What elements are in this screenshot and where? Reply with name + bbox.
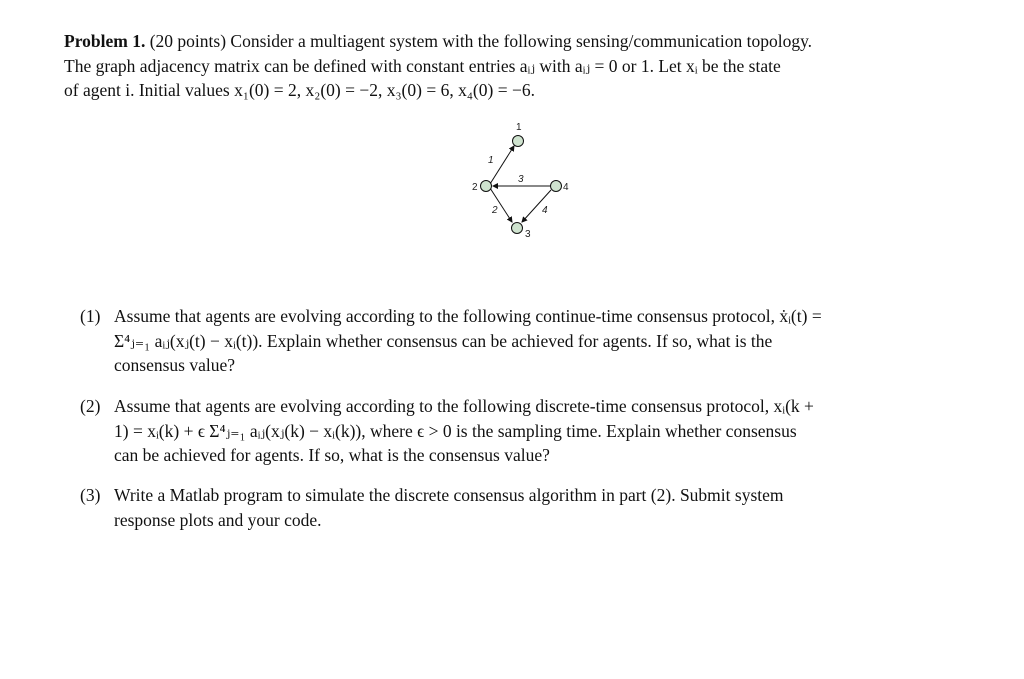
edge-label-4: 4 [542, 205, 548, 216]
question-number: (1) [80, 306, 101, 326]
node-label-1: 1 [516, 122, 522, 133]
problem-line-3: of agent i. Initial values x₁(0) = 2, x₂(0) = −2, x₃(0) = 6, x₄(0) = −6. [64, 80, 535, 100]
problem-line-1 [64, 29, 974, 54]
problem-intro: (20 points) Consider a multiagent system with the following sensing/communication topology. [149, 31, 813, 51]
question-line: 1) = xᵢ(k) + ϵ Σ⁴ⱼ₌₁ aᵢⱼ(xⱼ(k) − xᵢ(k)), where ϵ > 0 is the sampling time. Explain whether consensus [114, 420, 797, 441]
question-line: Write a Matlab program to simulate the discrete consensus algorithm in part (2). Submit system [114, 485, 784, 505]
question-number: (3) [80, 485, 101, 505]
node-3 [512, 223, 523, 234]
node-4 [551, 181, 562, 192]
question-line: Assume that agents are evolving according to the following continue-time consensus protocol, ẋᵢ(t) = [114, 306, 822, 326]
node-label-3: 3 [525, 229, 531, 240]
node-2 [481, 181, 492, 192]
question-line: consensus value? [114, 355, 236, 375]
edge-label-2: 2 [492, 205, 498, 216]
problem-heading: Problem 1. [64, 31, 146, 51]
problem-line-2: The graph adjacency matrix can be defined with constant entries aᵢⱼ with aᵢⱼ = 0 or 1. Let xᵢ be the state [64, 55, 781, 76]
edge-label-1: 1 [488, 155, 494, 166]
question-line: Σ⁴ⱼ₌₁ aᵢⱼ(xⱼ(t) − xᵢ(t)). Explain whether consensus can be achieved for agents. If so, what is the [114, 330, 773, 351]
question-line: can be achieved for agents. If so, what is the consensus value? [114, 445, 550, 465]
question-number: (2) [80, 396, 101, 416]
question-line: response plots and your code. [114, 509, 322, 530]
problem-statement [64, 29, 974, 103]
edge-label-3: 3 [518, 174, 524, 185]
node-1 [513, 136, 524, 147]
node-label-4: 4 [563, 182, 569, 193]
question-line: Assume that agents are evolving according to the following discrete-time consensus protocol, xᵢ(k + [114, 396, 814, 416]
edge-1 [490, 146, 514, 184]
topology-graph [450, 118, 590, 248]
node-label-2: 2 [472, 182, 478, 193]
